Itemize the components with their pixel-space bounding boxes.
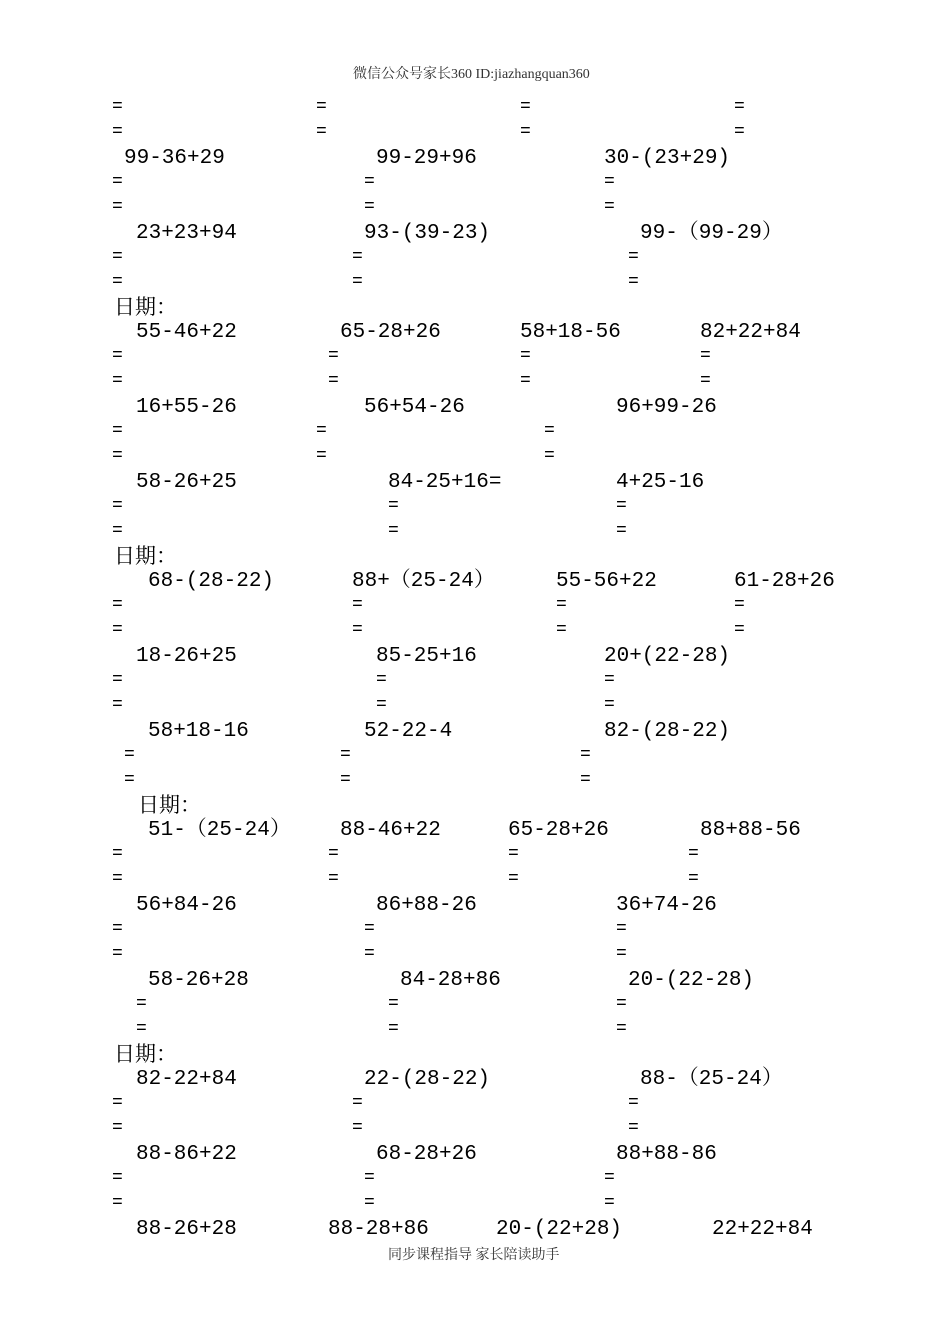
math-problem: 18-26+25	[136, 645, 237, 668]
equals-mark: =	[580, 770, 591, 790]
equals-mark: =	[604, 197, 615, 217]
equals-mark: =	[112, 272, 123, 292]
equals-mark: =	[364, 1193, 375, 1213]
equals-mark: =	[112, 595, 123, 615]
date-label: 日期：	[114, 1042, 177, 1066]
math-problem: 68-28+26	[376, 1143, 477, 1166]
equals-mark: =	[112, 446, 123, 466]
equals-mark: =	[112, 197, 123, 217]
equals-mark: =	[112, 371, 123, 391]
equals-mark: =	[364, 197, 375, 217]
equals-mark: =	[544, 421, 555, 441]
math-problem: 56+54-26	[364, 396, 465, 419]
equals-mark: =	[388, 994, 399, 1014]
equals-mark: =	[520, 371, 531, 391]
equals-mark: =	[700, 371, 711, 391]
math-problem: 99-36+29	[124, 147, 225, 170]
math-problem: 99-（99-29）	[640, 222, 783, 245]
equals-mark: =	[112, 695, 123, 715]
equals-mark: =	[112, 1093, 123, 1113]
equals-mark: =	[628, 1093, 639, 1113]
equals-mark: =	[352, 247, 363, 267]
math-problem: 58+18-16	[148, 720, 249, 743]
equals-mark: =	[316, 97, 327, 117]
math-problem: 85-25+16	[376, 645, 477, 668]
equals-mark: =	[112, 496, 123, 516]
equals-mark: =	[352, 272, 363, 292]
equals-mark: =	[364, 1168, 375, 1188]
equals-mark: =	[328, 371, 339, 391]
math-problem: 88-26+28	[136, 1218, 237, 1241]
equals-mark: =	[556, 620, 567, 640]
equals-mark: =	[388, 496, 399, 516]
math-problem: 58-26+28	[148, 969, 249, 992]
equals-mark: =	[556, 595, 567, 615]
equals-mark: =	[520, 97, 531, 117]
equals-mark: =	[616, 1019, 627, 1039]
math-problem: 52-22-4	[364, 720, 453, 743]
math-problem: 86+88-26	[376, 894, 477, 917]
equals-mark: =	[112, 620, 123, 640]
equals-mark: =	[508, 869, 519, 889]
equals-mark: =	[688, 869, 699, 889]
equals-mark: =	[352, 1093, 363, 1113]
math-problem: 55-56+22	[556, 570, 657, 593]
math-problem: 88-（25-24）	[640, 1068, 783, 1091]
math-problem: 82+22+84	[700, 321, 801, 344]
equals-mark: =	[316, 446, 327, 466]
equals-mark: =	[136, 1019, 147, 1039]
equals-mark: =	[544, 446, 555, 466]
equals-mark: =	[112, 670, 123, 690]
equals-mark: =	[112, 172, 123, 192]
math-problem: 88-86+22	[136, 1143, 237, 1166]
math-problem: 65-28+26	[508, 819, 609, 842]
equals-mark: =	[616, 496, 627, 516]
math-problem: 22+22+84	[712, 1218, 813, 1241]
equals-mark: =	[688, 844, 699, 864]
math-problem: 51-（25-24）	[148, 819, 291, 842]
equals-mark: =	[520, 122, 531, 142]
equals-mark: =	[628, 247, 639, 267]
equals-mark: =	[616, 994, 627, 1014]
date-label: 日期：	[114, 544, 177, 568]
equals-mark: =	[112, 97, 123, 117]
equals-mark: =	[352, 1118, 363, 1138]
equals-mark: =	[616, 944, 627, 964]
math-problem: 93-(39-23)	[364, 222, 491, 245]
math-problem: 88+88-86	[616, 1143, 717, 1166]
math-problem: 36+74-26	[616, 894, 717, 917]
page-header: 微信公众号家长360 ID:jiazhangquan360	[353, 67, 590, 82]
math-problem: 88-46+22	[340, 819, 441, 842]
equals-mark: =	[124, 770, 135, 790]
equals-mark: =	[604, 1168, 615, 1188]
equals-mark: =	[604, 172, 615, 192]
equals-mark: =	[364, 919, 375, 939]
equals-mark: =	[112, 346, 123, 366]
math-problem: 22-(28-22)	[364, 1068, 491, 1091]
math-problem: 99-29+96	[376, 147, 477, 170]
equals-mark: =	[112, 421, 123, 441]
equals-mark: =	[734, 97, 745, 117]
equals-mark: =	[616, 919, 627, 939]
math-problem: 30-(23+29)	[604, 147, 731, 170]
equals-mark: =	[316, 421, 327, 441]
equals-mark: =	[112, 122, 123, 142]
math-problem: 84-28+86	[400, 969, 501, 992]
equals-mark: =	[112, 1193, 123, 1213]
equals-mark: =	[124, 745, 135, 765]
equals-mark: =	[388, 521, 399, 541]
math-problem: 4+25-16	[616, 471, 705, 494]
math-problem: 82-22+84	[136, 1068, 237, 1091]
math-problem: 58+18-56	[520, 321, 621, 344]
equals-mark: =	[112, 844, 123, 864]
equals-mark: =	[112, 919, 123, 939]
equals-mark: =	[520, 346, 531, 366]
equals-mark: =	[580, 745, 591, 765]
equals-mark: =	[352, 620, 363, 640]
equals-mark: =	[604, 1193, 615, 1213]
equals-mark: =	[112, 247, 123, 267]
equals-mark: =	[364, 172, 375, 192]
equals-mark: =	[604, 695, 615, 715]
math-problem: 20-(22-28)	[628, 969, 755, 992]
equals-mark: =	[328, 346, 339, 366]
equals-mark: =	[136, 994, 147, 1014]
math-problem: 16+55-26	[136, 396, 237, 419]
equals-mark: =	[628, 272, 639, 292]
equals-mark: =	[604, 670, 615, 690]
equals-mark: =	[328, 869, 339, 889]
equals-mark: =	[628, 1118, 639, 1138]
math-problem: 20-(22+28)	[496, 1218, 623, 1241]
equals-mark: =	[364, 944, 375, 964]
equals-mark: =	[376, 670, 387, 690]
math-problem: 68-(28-22)	[148, 570, 275, 593]
equals-mark: =	[700, 346, 711, 366]
date-label: 日期：	[114, 295, 177, 319]
equals-mark: =	[734, 595, 745, 615]
equals-mark: =	[112, 1118, 123, 1138]
equals-mark: =	[734, 620, 745, 640]
equals-mark: =	[616, 521, 627, 541]
equals-mark: =	[734, 122, 745, 142]
math-problem: 65-28+26	[340, 321, 441, 344]
equals-mark: =	[352, 595, 363, 615]
math-problem: 58-26+25	[136, 471, 237, 494]
equals-mark: =	[340, 745, 351, 765]
equals-mark: =	[112, 1168, 123, 1188]
equals-mark: =	[112, 521, 123, 541]
math-problem: 96+99-26	[616, 396, 717, 419]
math-problem: 55-46+22	[136, 321, 237, 344]
equals-mark: =	[376, 695, 387, 715]
equals-mark: =	[112, 944, 123, 964]
math-problem: 88+（25-24）	[352, 570, 495, 593]
equals-mark: =	[340, 770, 351, 790]
math-problem: 23+23+94	[136, 222, 237, 245]
equals-mark: =	[316, 122, 327, 142]
math-problem: 84-25+16=	[388, 471, 502, 494]
equals-mark: =	[328, 844, 339, 864]
date-label: 日期：	[138, 793, 201, 817]
math-problem: 61-28+26	[734, 570, 835, 593]
math-problem: 82-(28-22)	[604, 720, 731, 743]
equals-mark: =	[508, 844, 519, 864]
page-footer: 同步课程指导 家长陪读助手	[388, 1248, 560, 1263]
math-problem: 20+(22-28)	[604, 645, 731, 668]
math-problem: 56+84-26	[136, 894, 237, 917]
math-problem: 88-28+86	[328, 1218, 429, 1241]
math-problem: 88+88-56	[700, 819, 801, 842]
equals-mark: =	[112, 869, 123, 889]
equals-mark: =	[388, 1019, 399, 1039]
